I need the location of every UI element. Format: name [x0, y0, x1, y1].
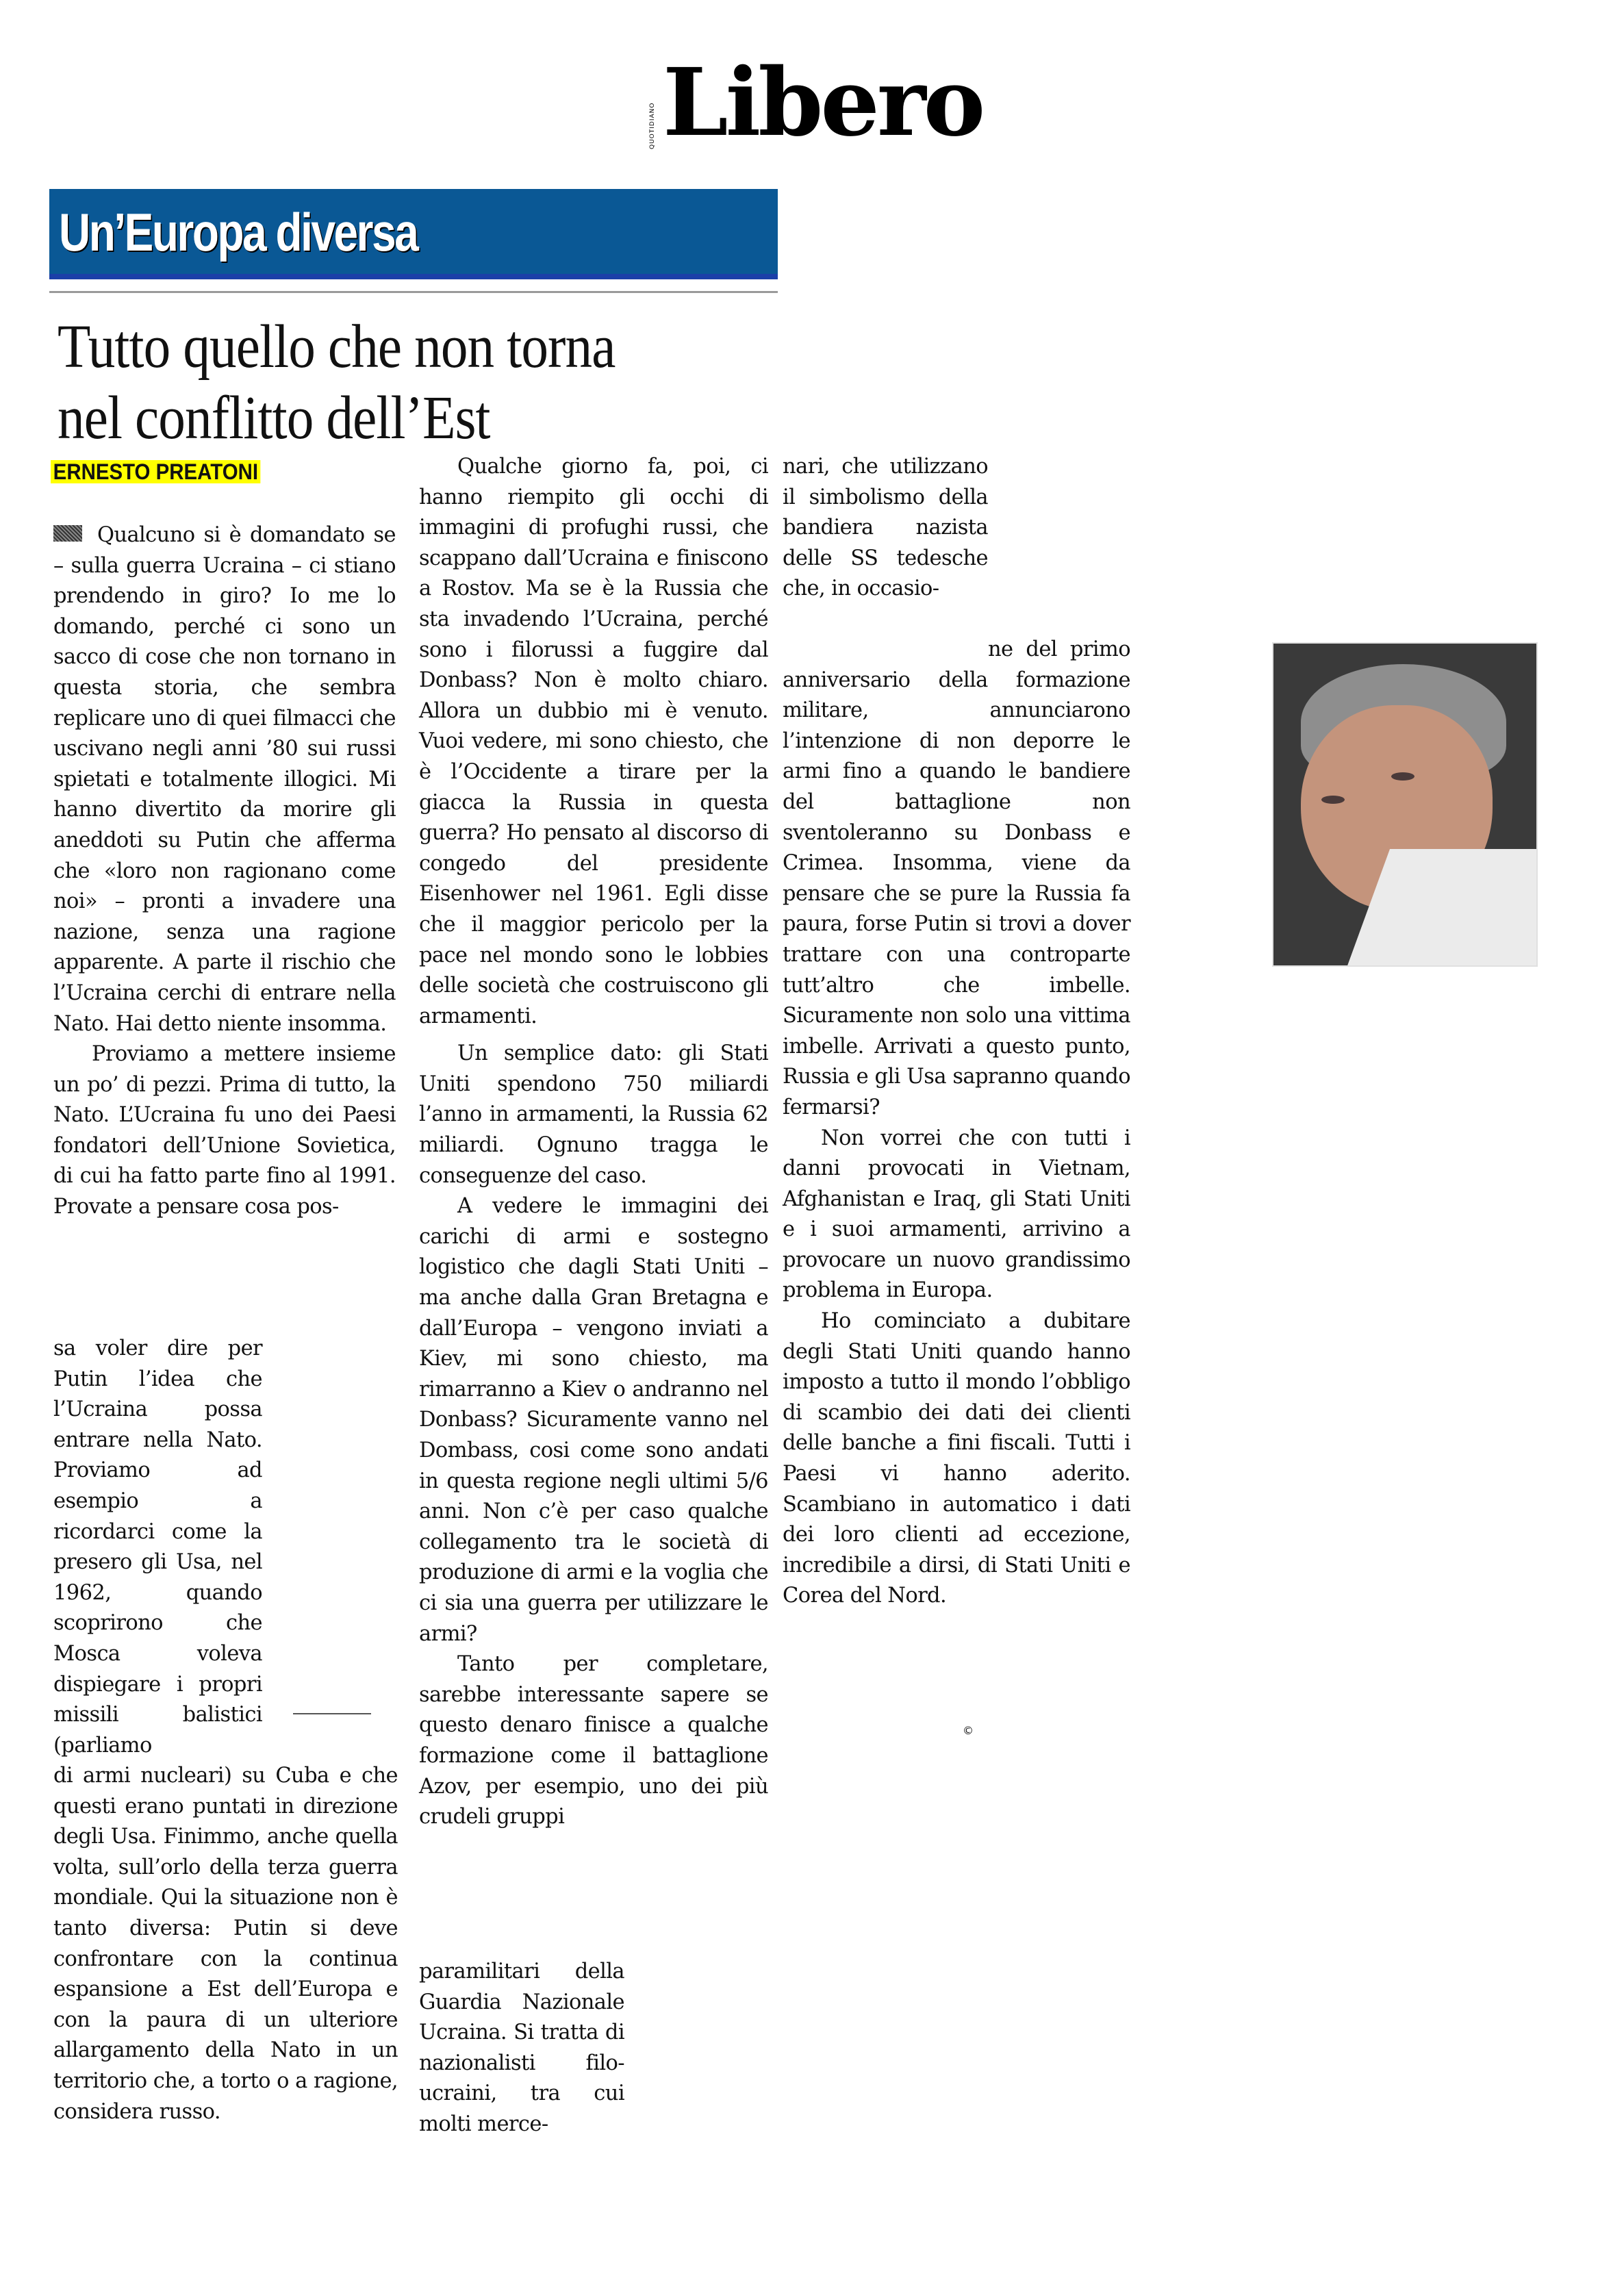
paragraph: Tanto per completare, sarebbe interessante sapere se questo denaro finisce a qualche formazione come il battaglione Azov, per esempio, uno dei più crudeli gruppi	[419, 1652, 768, 1829]
masthead-subtitle: QUOTIDIANO	[649, 102, 656, 149]
section-banner	[49, 189, 778, 279]
author-photo	[1272, 642, 1538, 967]
paragraph: Qualcuno si è domandato se – sulla guerra Ucraina – ci stiano prendendo in giro? Io me lo domando, perché ci sono un sacco di cose che non tornano in questa storia, che sembra replicare uno di quei filmacci che uscivano negli anni ’80 sui russi spietati e totalmente illogici. Mi hanno divertito da morire gli aneddoti su Putin che afferma che «loro non ragionano come noi» – pronti a invadere una nazione, senza una ragione apparente. A parte il rischio che l’Ucraina cerchi di entrare nella Nato. Hai detto niente insomma.	[53, 523, 396, 1036]
paragraph: paramilitari della Guardia Nazionale Ucraina. Si tratta di nazionalisti filo-ucraini, tra cui molti merce-	[419, 1960, 624, 2136]
article-column-1-narrow	[53, 1334, 262, 1761]
paragraph: Qualche giorno fa, poi, ci hanno riempito gli occhi di immagini di profughi russi, che scappano dall’Ucraina e finiscono a Rostov. Ma se è la Russia che sta invadendo l’Ucraina, perché sono i filorussi a fuggire dal Donbass? Non è molto chiaro. Allora un dubbio mi è venuto. Vuoi vedere, mi sono chiesto, che è l’Occidente a tirare per la giacca la Russia in questa guerra? Ho pensato al discorso di congedo del presidente Eisenhower nel 1961. Egli disse che il maggior pericolo per la pace nel mondo sono le lobbies delle società che costruiscono gli armamenti.	[419, 455, 768, 1028]
paragraph: Proviamo a mettere insieme un po’ di pezzi. Prima di tutto, la Nato. L’Ucraina fu uno dei Paesi fondatori dell’Unione Sovietica, di cui ha fatto parte fino al 1991. Provate a pensare cosa pos-	[53, 1042, 396, 1219]
masthead-name: Libero	[663, 48, 983, 157]
photo-eye	[1391, 772, 1414, 781]
short-divider	[293, 1713, 371, 1714]
article-column-3-narrow	[783, 452, 988, 605]
photo-eye	[1321, 796, 1345, 804]
paragraph: sa voler dire per Putin l’idea che l’Ucraina possa entrare nella Nato. Proviamo ad esempio a ricordarci come la presero gli Usa, nel 1962, quando scoprirono che Mosca voleva dispiegare i propri missili balistici (parliamo	[53, 1336, 262, 1758]
article-column-3	[783, 635, 1130, 1612]
section-divider	[49, 291, 778, 293]
article-headline	[58, 312, 696, 454]
author-byline: ERNESTO PREATONI	[51, 460, 261, 483]
paragraph: A vedere le immagini dei carichi di armi e sostegno logistico che dagli Stati Uniti – ma anche dalla Gran Bretagna e dall’Europa – vengono inviati a Kiev, mi sono chiesto, ma rimarranno a Kiev o andranno nel Donbass? Sicuramente vanno nel Dombass, cosi come sono andati in questa regione negli ultimi 5/6 anni. Non c’è per caso qualche collegamento tra le società di produzione di armi e la voglia che ci sia una guerra per utilizzare le armi?	[419, 1194, 768, 1646]
masthead-logo	[649, 48, 983, 157]
paragraph: Un semplice dato: gli Stati Uniti spendono 750 miliardi l’anno in armamenti, la Russia 62 miliardi. Ognuno tragga le conseguenze del caso.	[419, 1041, 768, 1188]
section-title: Un’Europa diversa	[59, 202, 418, 262]
article-column-2	[419, 452, 768, 1833]
article-column-1	[53, 520, 396, 1223]
paragraph: Non vorrei che con tutti i danni provocati in Vietnam, Afghanistan e Iraq, gli Stati Uniti e i suoi armamenti, arrivino a provocare un nuovo grandissimo problema in Europa.	[783, 1126, 1130, 1303]
headline-line-2: nel conflitto dell’Est	[58, 384, 490, 452]
paragraph: di armi nucleari) su Cuba e che questi erano puntati in direzione degli Usa. Finimmo, anche quella volta, sull’orlo della terza guerra mondiale. Qui la situazione non è tanto diversa: Putin si deve confrontare con la continua espansione a Est dell’Europa e con la paura di un ulteriore allargamento della Nato in un territorio che, a torto o a ragione, considera russo.	[53, 1764, 398, 2124]
lead-marker-icon	[53, 525, 82, 542]
paragraph: ne del primo anniversario della formazione militare, annunciarono l’intenzione di non deporre le armi fino a quando le bandiere del battaglione non sventoleranno su Donbass e Crimea. Insomma, viene da pensare che se pure la Russia fa paura, forse Putin si trovi a dover trattare con una controparte tutt’altro che imbelle. Sicuramente non solo una vittima imbelle. Arrivati a questo punto, Russia e gli Usa sapranno quando fermarsi?	[783, 637, 1130, 1119]
copyright-mark: ©	[963, 1724, 974, 1737]
headline-line-1: Tutto quello che non torna	[58, 313, 616, 381]
paragraph: nari, che utilizzano il simbolismo della bandiera nazista delle SS tedesche che, in occasio-	[783, 455, 988, 601]
article-column-1-end	[53, 1761, 398, 2127]
paragraph: Ho cominciato a dubitare degli Stati Uniti quando hanno imposto a tutto il mondo l’obbligo di scambio dei dati dei clienti delle banche a fini fiscali. Tutti i Paesi vi hanno aderito. Scambiano in automatico i dati dei loro clienti ad eccezione, incredibile a dirsi, di Stati Uniti e Corea del Nord.	[783, 1309, 1130, 1608]
article-column-2-narrow	[419, 1957, 624, 2140]
